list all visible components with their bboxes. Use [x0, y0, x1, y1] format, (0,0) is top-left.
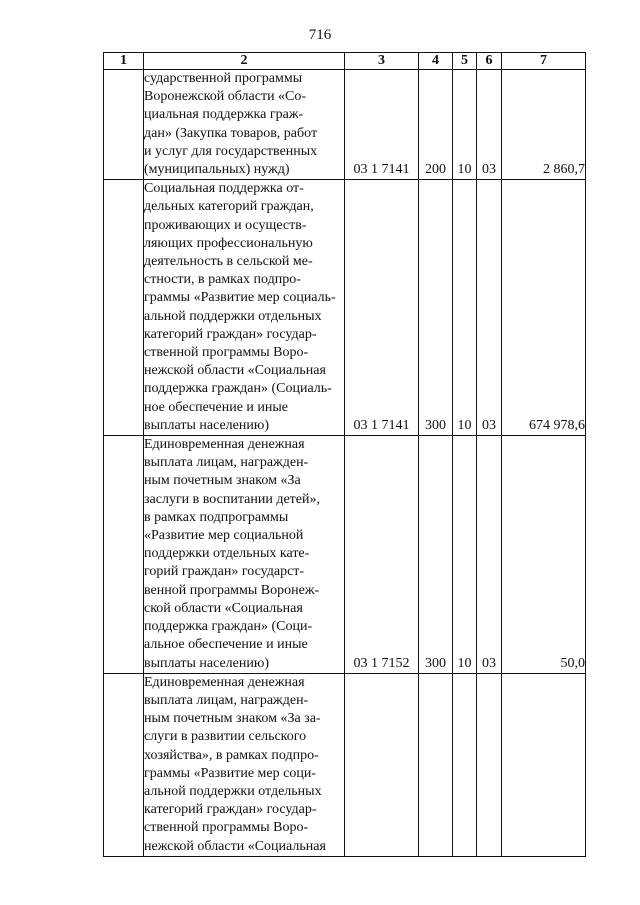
description-line: дан» (Закупка товаров, работ	[144, 125, 318, 141]
cell-code: 03 1 7141	[345, 70, 419, 180]
description-line: и услуг для государственных	[144, 143, 318, 159]
description-line: заслуги в воспитании детей»,	[144, 491, 320, 507]
description-line: нежской области «Социальная	[144, 838, 326, 854]
description-line: альной поддержки отдельных	[144, 308, 322, 324]
table-header-row	[104, 53, 586, 70]
cell-col6: 03	[477, 70, 502, 180]
description-line: Воронежской области «Со-	[144, 89, 307, 105]
description-line: нежской области «Социальная	[144, 363, 326, 379]
cell-col5: 10	[453, 70, 477, 180]
description-line: альное обеспечение и иные	[144, 637, 308, 653]
cell-description	[144, 673, 345, 856]
header-cell-1: 1	[104, 53, 144, 70]
description-line: граммы «Развитие мер социаль-	[144, 290, 336, 306]
description-line: выплаты населению)	[144, 655, 269, 671]
description-line: поддержки отдельных кате-	[144, 546, 310, 562]
description-line: дельных категорий граждан,	[144, 199, 314, 215]
description-line: ным почетным знаком «За за-	[144, 711, 321, 727]
description-line: стности, в рамках подпро-	[144, 272, 301, 288]
description-line: хозяйства», в рамках подпро-	[144, 747, 319, 763]
description-line: венной программы Воронеж-	[144, 582, 320, 598]
cell-amount	[502, 673, 586, 856]
cell-col6: 03	[477, 180, 502, 436]
description-line: ственной программы Воро-	[144, 820, 309, 836]
description-line: выплата лицам, награжден-	[144, 455, 309, 471]
description-line: в рамках подпрограммы	[144, 509, 289, 525]
description-line: поддержка граждан» (Соци-	[144, 619, 313, 635]
description-line: ской области «Социальная	[144, 600, 303, 616]
budget-table	[103, 52, 586, 857]
description-line: (муниципальных) нужд)	[144, 162, 290, 178]
description-line: ляющих профессиональную	[144, 235, 313, 251]
page-number: 716	[308, 27, 332, 43]
cell-amount: 674 978,6	[502, 180, 586, 436]
cell-amount: 50,0	[502, 436, 586, 674]
cell-description	[144, 436, 345, 674]
cell-col4: 200	[419, 70, 453, 180]
cell-col4: 300	[419, 180, 453, 436]
cell-description	[144, 180, 345, 436]
cell-code	[345, 673, 419, 856]
description-line: горий граждан» государст-	[144, 564, 305, 580]
cell-col1	[104, 180, 144, 436]
cell-col1	[104, 436, 144, 674]
header-cell-6: 6	[477, 53, 502, 70]
header-cell-4: 4	[419, 53, 453, 70]
description-line: поддержка граждан» (Социаль-	[144, 381, 332, 397]
cell-col1	[104, 70, 144, 180]
cell-col5	[453, 673, 477, 856]
description-line: ное обеспечение и иные	[144, 399, 288, 415]
header-cell-7: 7	[502, 53, 586, 70]
table-row	[104, 180, 586, 436]
cell-code: 03 1 7141	[345, 180, 419, 436]
cell-col5: 10	[453, 180, 477, 436]
cell-col4: 300	[419, 436, 453, 674]
table-row	[104, 70, 586, 180]
cell-col4	[419, 673, 453, 856]
header-cell-5: 5	[453, 53, 477, 70]
description-line: ным почетным знаком «За	[144, 473, 301, 489]
description-line: альной поддержки отдельных	[144, 783, 322, 799]
cell-code: 03 1 7152	[345, 436, 419, 674]
description-line: деятельность в сельской ме-	[144, 254, 313, 270]
header-cell-2: 2	[144, 53, 345, 70]
description-line: «Развитие мер социальной	[144, 528, 304, 544]
description-line: слуги в развитии сельского	[144, 729, 307, 745]
cell-description	[144, 70, 345, 180]
header-cell-3: 3	[345, 53, 419, 70]
description-line: категорий граждан» государ-	[144, 326, 317, 342]
description-line: ственной программы Воро-	[144, 345, 309, 361]
description-line: Единовременная денежная	[144, 437, 305, 453]
description-line: циальная поддержка граж-	[144, 107, 304, 123]
description-line: сударственной программы	[144, 71, 303, 86]
description-line: категорий граждан» государ-	[144, 802, 317, 818]
description-line: Социальная поддержка от-	[144, 181, 304, 197]
table-row	[104, 673, 586, 856]
description-line: граммы «Развитие мер соци-	[144, 765, 316, 781]
cell-col1	[104, 673, 144, 856]
description-line: проживающих и осуществ-	[144, 217, 307, 233]
table-row	[104, 436, 586, 674]
description-line: выплата лицам, награжден-	[144, 692, 309, 708]
cell-col6: 03	[477, 436, 502, 674]
cell-col6	[477, 673, 502, 856]
description-line: Единовременная денежная	[144, 674, 305, 690]
cell-amount: 2 860,7	[502, 70, 586, 180]
cell-col5: 10	[453, 436, 477, 674]
description-line: выплаты населению)	[144, 417, 269, 433]
